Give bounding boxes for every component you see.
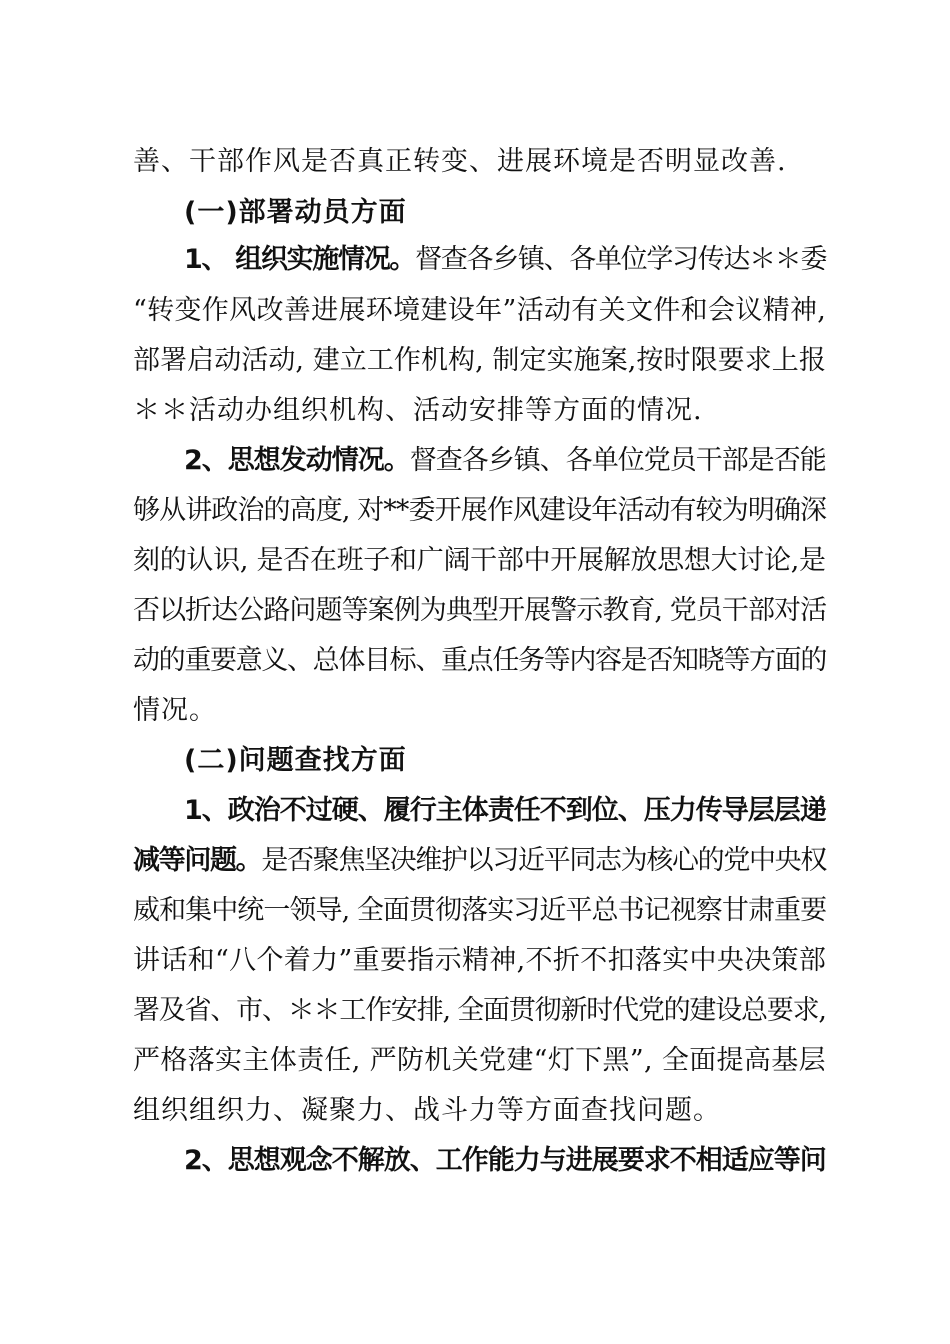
bold-text: (一)部署动员方面: [184, 197, 407, 228]
bold-text: 1、 组织实施情况。: [184, 244, 416, 275]
bold-text: 2、思想观念不解放、工作能力与进展要求不相适应等问: [184, 1145, 826, 1176]
body-text: 否以折达公路问题等案例为典型开展警示教育, 党员干部对活: [133, 595, 827, 626]
text-line: [133, 1094, 721, 1128]
text-line: [133, 145, 787, 179]
text-line: [133, 944, 826, 978]
text-line: [184, 1144, 826, 1178]
body-text: 是否聚焦坚决维护以习近平同志为核心的党中央权: [261, 845, 827, 876]
text-line: [133, 294, 826, 328]
text-line: [184, 243, 826, 277]
text-line: [133, 344, 826, 378]
body-text: 情况。: [133, 695, 217, 726]
text-line: [133, 544, 826, 578]
text-line: [133, 994, 826, 1028]
text-line: [133, 494, 826, 528]
body-text: 督查各乡镇、各单位党员干部是否能: [409, 445, 826, 476]
bold-text: (二)问题查找方面: [184, 745, 407, 776]
bold-text: 2、思想发动情况。: [184, 445, 410, 476]
text-line: [133, 644, 826, 678]
body-text: 部署启动活动, 建立工作机构, 制定实施案,按时限要求上报: [133, 345, 826, 376]
text-line: [133, 394, 703, 428]
bold-text: 减等问题。: [133, 845, 262, 876]
body-text: ＊＊活动办组织机构、活动安排等方面的情况.: [133, 395, 703, 426]
body-text: 够从讲政治的高度, 对**委开展作风建设年活动有较为明确深: [133, 495, 827, 526]
body-text: 讲话和“八个着力”重要指示精神,不折不扣落实中央决策部: [133, 945, 827, 976]
body-text: 组织组织力、凝聚力、战斗力等方面查找问题。: [133, 1095, 721, 1126]
text-line: [184, 196, 407, 230]
body-text: 刻的认识, 是否在班子和广阔干部中开展解放思想大讨论,是: [133, 545, 826, 576]
body-text: 威和集中统一领导, 全面贯彻落实习近平总书记视察甘肃重要: [133, 895, 827, 926]
body-text: “转变作风改善进展环境建设年”活动有关文件和会议精神,: [133, 295, 827, 326]
body-text: 严格落实主体责任, 严防机关党建“灯下黑”, 全面提高基层: [133, 1045, 826, 1076]
body-text: 督查各乡镇、各单位学习传达＊＊委: [415, 244, 827, 275]
text-line: [184, 794, 826, 828]
text-line: [133, 1044, 826, 1078]
body-text: 善、干部作风是否真正转变、进展环境是否明显改善.: [133, 146, 787, 177]
bold-text: 1、政治不过硬、履行主体责任不到位、压力传导层层递: [184, 795, 826, 826]
text-line: [133, 694, 217, 728]
text-line: [184, 744, 407, 778]
text-line: [184, 444, 826, 478]
text-line: [133, 844, 826, 878]
text-line: [133, 894, 826, 928]
text-line: [133, 594, 826, 628]
body-text: 署及省、市、＊＊工作安排, 全面贯彻新时代党的建设总要求,: [133, 995, 826, 1026]
body-text: 动的重要意义、总体目标、重点任务等内容是否知晓等方面的: [133, 645, 826, 676]
